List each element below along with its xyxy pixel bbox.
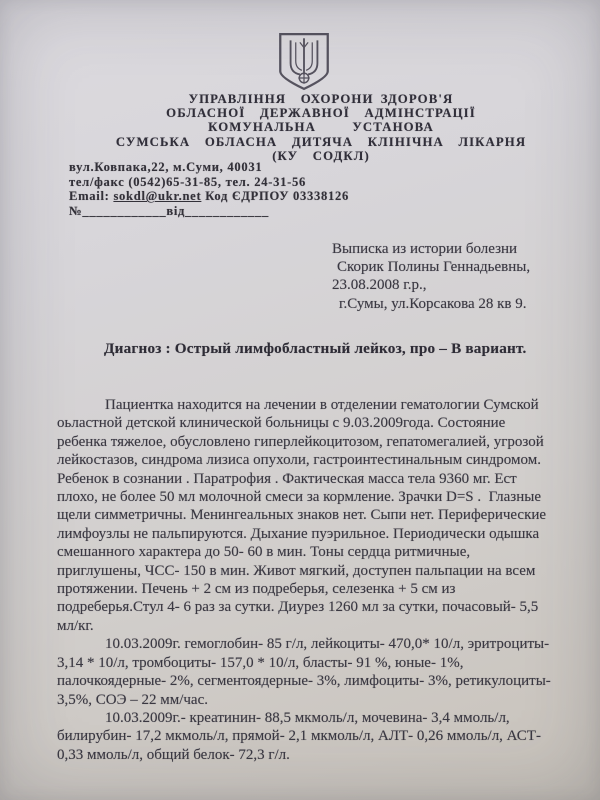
body-text-line: билирубин- 17,2 мкмоль/л, прямой- 2,1 мкмоль/л, АЛТ- 0,26 ммоль/л, АСТ- <box>57 728 541 745</box>
number-date-blank-line: №____________від____________ <box>69 203 270 218</box>
biochemistry-paragraph <box>57 709 579 764</box>
patient-info-line: Выписка из истории болезни <box>332 241 518 257</box>
body-text-line: смешанного характера до 50- 60 в мин. Тоны сердца ритмичные, <box>57 544 471 561</box>
patient-info-line: 23.08.2008 г.р., <box>332 277 427 294</box>
body-text-line: 3,14 * 10/л, тромбоциты- 157,0 * 10/л, бласты- 91 %, юные- 1%, <box>57 654 464 671</box>
body-text-line: протяжении. Печень + 2 см из подреберья, селезенка + 5 см из <box>57 581 456 598</box>
body-text-line: 10.03.2009г.- креатинин- 88,5 мкмоль/л, мочевина- 3,4 ммоль/л, <box>105 709 510 726</box>
edrpou-code: Код ЄДРПОУ 03338126 <box>201 189 349 204</box>
body-text-line: лимфоузлы не пальпируются. Дыхание пуэрильное. Периодически одышка <box>57 525 540 542</box>
address-line: вул.Ковпака,22, м.Суми, 40031 <box>69 160 263 174</box>
patient-info-line: г.Сумы, ул.Корсакова 28 кв 9. <box>339 295 527 312</box>
body-text <box>57 396 579 764</box>
org-header-line: (КУ СОДКЛ) <box>272 148 370 163</box>
body-text-line: Ребенок в сознании . Паратрофия . Фактическая масса тела 9360 мг. Ест <box>57 470 517 487</box>
org-header-line: СУМСЬКА ОБЛАСНА ДИТЯЧА КЛІНІЧНА ЛІКАРНЯ <box>115 134 527 149</box>
clinical-status-paragraph <box>57 396 579 635</box>
org-header-line: ОБЛАСНОЇ ДЕРЖАВНОЇ АДМІНСТРАЦІЇ <box>166 106 476 121</box>
email-label: Email: <box>69 189 114 204</box>
body-text-line: мл/кг. <box>57 617 94 634</box>
org-header <box>60 92 582 163</box>
body-text-line: приглушены, ЧСС- 150 в мин. Живот мягкий, доступен пальпации на всем <box>57 562 536 579</box>
phone-line: тел/факс (0542)65-31-85, тел. 24-31-56 <box>69 174 306 189</box>
ukraine-trident-emblem-icon <box>272 30 336 92</box>
body-text-line: плохо, не более 50 мл молочной смеси за кормление. Зрачки D=S . Глазные <box>57 489 541 506</box>
patient-info-line: Скорик Полины Геннадьевны, <box>337 259 531 276</box>
body-text-line: 3,5%, СОЭ – 22 мм/час. <box>57 691 208 708</box>
contact-block <box>69 160 349 218</box>
body-text-line: палочкоядерные- 2%, сегментоядерные- 3%, лимфоциты- 3%, ретикулоциты- <box>57 673 551 690</box>
body-text-line: оьластной детской клинической больницы с 9.03.2009года. Состояние <box>57 415 506 432</box>
body-text-line: 10.03.2009г. гемоглобин- 85 г/л, лейкоциты- 470,0* 10/л, эритроциты- <box>105 636 550 653</box>
body-text-line: лейкостазов, синдрома лизиса опухоли, гастроинтестинальным синдромом. <box>57 452 541 469</box>
body-text-line: Пациентка находится на лечении в отделении гематологии Сумской <box>105 397 539 413</box>
diagnosis-line: Диагноз : Острый лимфобластный лейкоз, про – В вариант. <box>104 340 527 357</box>
body-text-line: подреберья.Стул 4- 6 раз за сутки. Диурез 1260 мл за сутки, почасовый- 5,5 <box>57 599 539 616</box>
body-text-line: щели симметричны. Менингеальных знаков нет. Сыпи нет. Периферические <box>57 507 547 524</box>
body-text-line: ребенка тяжелое, обусловлено гиперлейкоцитозом, гепатомегалией, угрозой <box>57 433 544 450</box>
body-text-line: 0,33 ммоль/л, общий белок- 72,3 г/л. <box>57 746 290 763</box>
email-address: sokdl@ukr.net <box>113 189 202 204</box>
patient-info-block <box>332 240 530 313</box>
org-header-line: КОМУНАЛЬНА УСТАНОВА <box>208 120 434 135</box>
blood-count-paragraph <box>57 635 579 709</box>
org-header-line: УПРАВЛІННЯ ОХОРОНИ ЗДОРОВ'Я <box>188 92 454 106</box>
email-line <box>69 189 349 204</box>
